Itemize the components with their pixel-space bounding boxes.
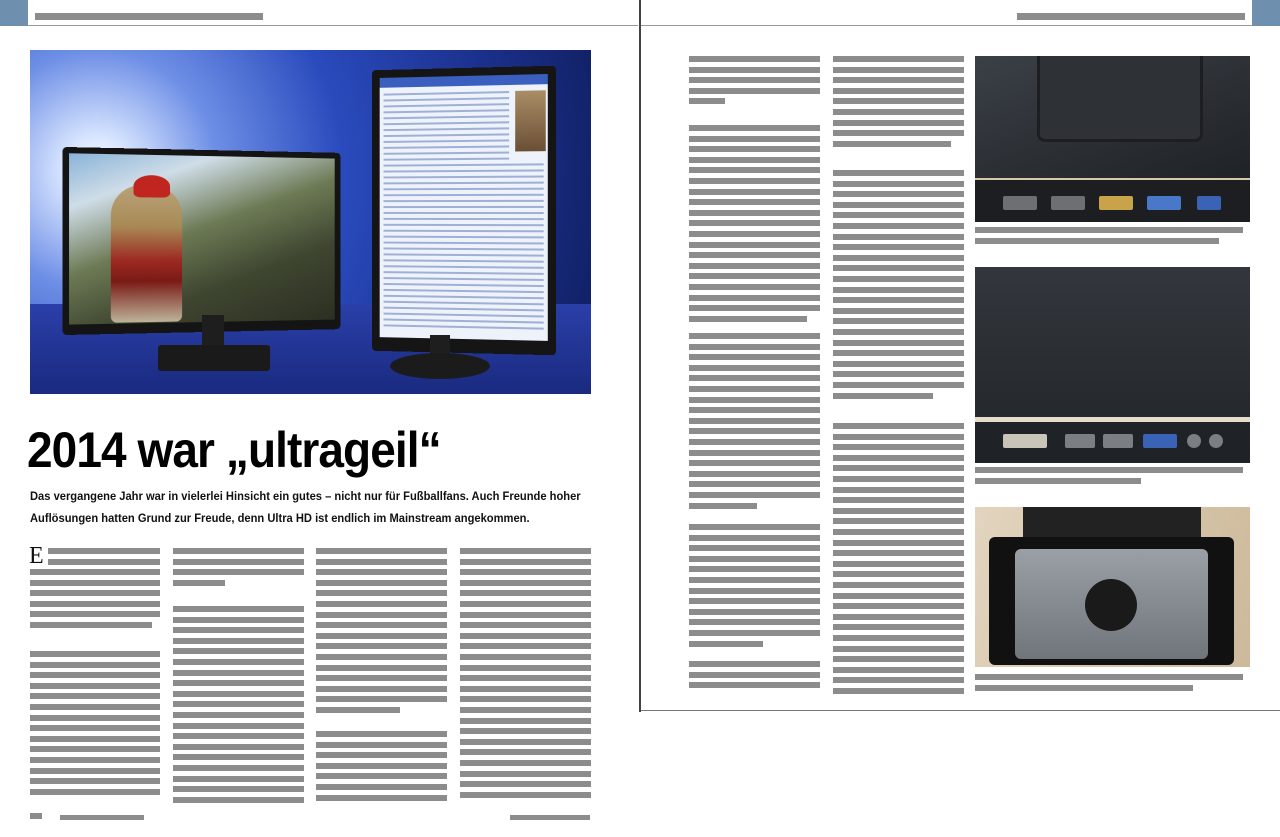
text-line [689,641,763,647]
text-line [460,792,591,798]
text-line [48,559,160,565]
text-line [48,548,160,554]
text-line [689,439,820,445]
text-line [460,760,591,766]
text-line [173,627,304,633]
text-line [833,614,964,620]
text-line [689,682,820,688]
text-line [460,601,591,607]
text-line [173,659,304,665]
text-line [173,569,304,575]
text-line [30,651,160,657]
text-line [30,715,160,721]
text-line [316,686,447,692]
text-line [689,125,820,131]
text-line [689,344,820,350]
text-line [833,77,964,83]
text-line [689,56,820,62]
text-line [316,742,447,748]
text-line [460,781,591,787]
text-line [833,393,933,399]
text-line [833,265,964,271]
monitor-landscape [63,147,341,335]
text-line [460,622,591,628]
text-line [689,524,820,530]
text-line [30,778,160,784]
text-line [833,540,964,546]
text-line [689,545,820,551]
text-line [833,297,964,303]
text-line [173,638,304,644]
text-line [975,674,1243,680]
text-line [316,665,447,671]
text-line [833,234,964,240]
text-line [833,340,964,346]
text-line [689,67,820,73]
text-line [316,752,447,758]
text-line [689,503,757,509]
text-line [833,518,964,524]
text-line [30,768,160,774]
text-line [173,744,304,750]
text-line [833,276,964,282]
footer-mark [60,815,144,820]
text-line [689,88,820,94]
photo-monitor-rear-usb [975,56,1250,222]
text-line [689,418,820,424]
text-line [833,67,964,73]
text-line [30,725,160,731]
text-line [975,467,1243,473]
text-line [173,559,304,565]
text-line [689,354,820,360]
hero-image [30,50,591,394]
text-line [173,723,304,729]
text-line [689,535,820,541]
text-line [460,718,591,724]
text-line [173,691,304,697]
text-line [689,305,820,311]
header-rule-right [641,25,1252,26]
text-line [316,763,447,769]
text-line [833,593,964,599]
text-line [460,675,591,681]
text-line [30,672,160,678]
text-line [833,571,964,577]
text-line [460,559,591,565]
text-line [689,178,820,184]
text-line [173,648,304,654]
text-line [975,238,1219,244]
text-line [833,423,964,429]
text-line [316,601,447,607]
text-line [316,622,447,628]
text-line [173,670,304,676]
text-line [689,284,820,290]
text-line [316,569,447,575]
page-tab-left [0,0,28,26]
text-line [833,465,964,471]
text-line [460,696,591,702]
text-line [460,548,591,554]
footer-mark [30,813,42,819]
text-line [460,771,591,777]
text-line [833,287,964,293]
text-line [460,590,591,596]
text-line [975,685,1193,691]
text-line [689,136,820,142]
text-line [689,273,820,279]
text-line [689,365,820,371]
photo-monitor-vesa-mount [975,507,1250,667]
text-line [689,252,820,258]
text-line [316,696,447,702]
text-line [460,739,591,745]
text-line [833,582,964,588]
text-line [833,382,964,388]
text-line [30,590,160,596]
text-line [833,455,964,461]
text-line [689,386,820,392]
text-line [173,701,304,707]
text-line [833,191,964,197]
text-line [173,733,304,739]
text-line [689,220,820,226]
text-line [316,580,447,586]
text-line [689,98,725,104]
text-line [689,460,820,466]
text-line [689,231,820,237]
text-line [833,98,964,104]
text-line [460,643,591,649]
text-line [173,617,304,623]
text-line [173,776,304,782]
text-line [689,471,820,477]
text-line [833,646,964,652]
text-line [833,329,964,335]
text-line [833,212,964,218]
text-line [30,757,160,763]
text-line [689,210,820,216]
text-line [689,566,820,572]
text-line [689,609,820,615]
text-line [689,630,820,636]
text-line [460,569,591,575]
text-line [689,157,820,163]
text-line [689,77,820,83]
text-line [833,170,964,176]
text-line [173,765,304,771]
drop-cap: E [29,543,44,569]
text-line [689,199,820,205]
text-line [173,797,304,803]
text-line [30,580,160,586]
text-line [689,397,820,403]
text-line [30,662,160,668]
text-line [30,693,160,699]
text-line [833,56,964,62]
text-line [460,728,591,734]
text-line [833,130,964,136]
text-line [689,672,820,678]
text-line [833,181,964,187]
text-line [833,255,964,261]
text-line [833,109,964,115]
text-line [173,712,304,718]
text-line [689,146,820,152]
text-line [833,497,964,503]
footer-mark [510,815,590,820]
header-bar-right [1017,13,1245,20]
text-line [833,603,964,609]
text-line [689,577,820,583]
text-line [833,141,951,147]
article-headline: 2014 war „ultrageil“ [27,422,441,478]
text-line [833,361,964,367]
text-line [833,350,964,356]
text-line [316,633,447,639]
text-line [689,598,820,604]
text-line [689,263,820,269]
text-line [30,622,152,628]
text-line [833,688,964,694]
text-line [30,704,160,710]
text-line [975,227,1243,233]
text-line [460,580,591,586]
text-line [316,707,400,713]
text-line [833,624,964,630]
text-line [975,478,1141,484]
text-line [316,773,447,779]
text-line [316,559,447,565]
page-gutter [639,0,641,712]
text-line [460,654,591,660]
text-line [173,680,304,686]
text-line [689,295,820,301]
text-line [460,633,591,639]
text-line [173,606,304,612]
text-line [833,550,964,556]
text-line [316,784,447,790]
header-bar-left [35,13,263,20]
monitor-portrait [372,66,556,356]
text-line [316,654,447,660]
text-line [30,569,160,575]
page-bottom-edge [641,710,1280,711]
text-line [30,611,160,617]
page-tab-right [1252,0,1280,26]
text-line [833,635,964,641]
text-line [833,434,964,440]
text-line [833,318,964,324]
text-line [833,308,964,314]
text-line [460,612,591,618]
text-line [833,529,964,535]
text-line [689,316,807,322]
text-line [316,643,447,649]
text-line [689,189,820,195]
text-line [833,88,964,94]
text-line [316,612,447,618]
text-line [833,371,964,377]
text-line [173,754,304,760]
text-line [689,556,820,562]
text-line [689,375,820,381]
text-line [833,561,964,567]
text-line [689,333,820,339]
text-line [833,444,964,450]
text-line [689,619,820,625]
text-line [316,795,447,801]
text-line [689,242,820,248]
text-line [30,746,160,752]
text-line [833,202,964,208]
text-line [30,789,160,795]
text-line [689,492,820,498]
text-line [689,167,820,173]
text-line [833,476,964,482]
text-line [30,683,160,689]
text-line [833,487,964,493]
text-line [833,677,964,683]
text-line [833,656,964,662]
text-line [173,548,304,554]
text-line [689,450,820,456]
text-line [460,665,591,671]
text-line [30,601,160,607]
text-line [689,481,820,487]
text-line [460,749,591,755]
text-line [833,508,964,514]
text-line [833,223,964,229]
text-line [460,707,591,713]
text-line [689,661,820,667]
text-line [689,428,820,434]
text-line [833,120,964,126]
text-line [30,736,160,742]
text-line [316,731,447,737]
text-line [833,244,964,250]
text-line [173,580,225,586]
text-line [316,675,447,681]
photo-monitor-video-ports [975,267,1250,463]
text-line [460,686,591,692]
text-line [316,548,447,554]
article-lead: Das vergangene Jahr war in vielerlei Hinsicht ein gutes – nicht nur für Fußballfans. Auch Freunde hoher Auflösungen hatten Grund zur Freude, denn Ultra HD ist endlich im Mainstream angekommen. [30,491,581,525]
text-line [689,407,820,413]
text-line [316,590,447,596]
text-line [173,786,304,792]
text-line [833,667,964,673]
header-rule-left [28,25,638,26]
text-line [689,588,820,594]
